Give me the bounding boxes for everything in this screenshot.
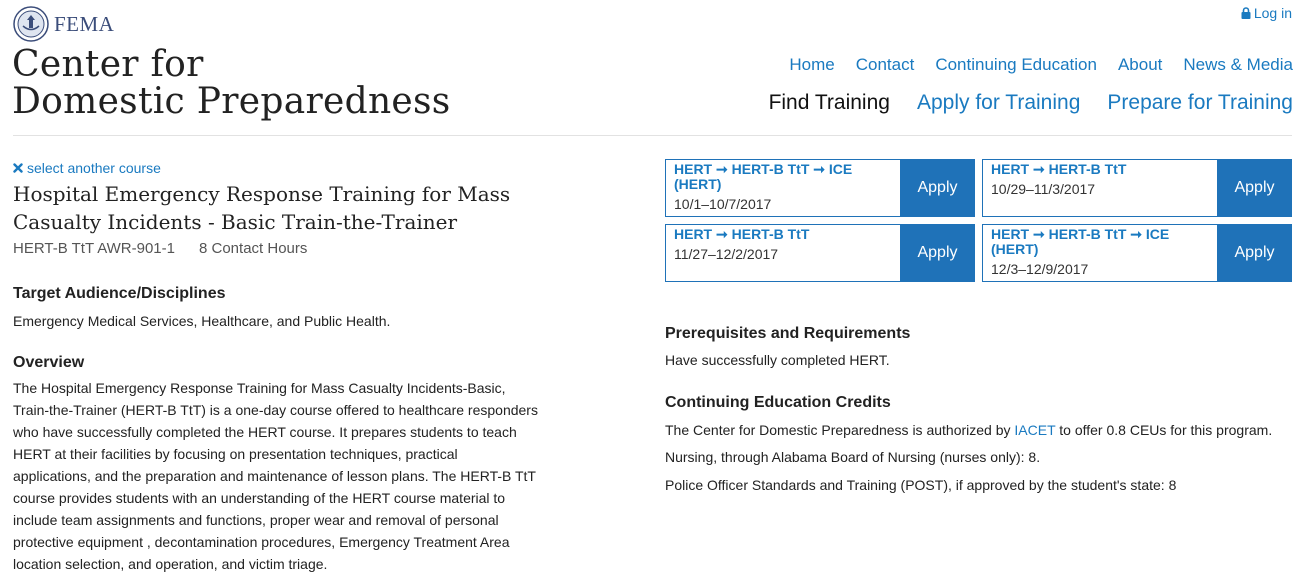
- session-list: [665, 159, 1293, 282]
- login-label: Log in: [1253, 5, 1292, 21]
- apply-button[interactable]: Apply: [1217, 159, 1292, 217]
- session-dates: 12/3–12/9/2017: [991, 261, 1089, 277]
- site-title-line1: Center for: [12, 44, 204, 85]
- iacet-link[interactable]: IACET: [1014, 422, 1056, 438]
- dhs-seal-icon: [13, 6, 49, 42]
- site-title[interactable]: [12, 46, 451, 120]
- session-path[interactable]: HERT ➞ HERT-B TtT ➞ ICE (HERT): [674, 161, 853, 192]
- session-path[interactable]: HERT ➞ HERT-B TtT: [991, 161, 1127, 177]
- session-info: [982, 224, 1217, 282]
- session-path[interactable]: HERT ➞ HERT-B TtT: [674, 226, 810, 242]
- session-card: [982, 224, 1292, 282]
- ce-credits-line-2: Nursing, through Alabama Board of Nursing (nurses only): 8.: [665, 449, 1041, 465]
- session-info: [665, 224, 900, 282]
- course-title: Hospital Emergency Response Training for Mass Casualty Incidents - Basic Train-the-Trainer: [13, 182, 511, 234]
- back-link-label: select another course: [27, 160, 161, 176]
- ce-credits-line-3: Police Officer Standards and Training (POST), if approved by the student's state: 8: [665, 477, 1177, 493]
- nav-find-training[interactable]: Find Training: [768, 91, 890, 114]
- site-title-line2: Domestic Preparedness: [12, 81, 451, 122]
- prerequisites-heading: Prerequisites and Requirements: [665, 325, 911, 342]
- close-icon: [13, 163, 23, 173]
- nav-news-media[interactable]: News & Media: [1183, 55, 1293, 74]
- nav-contact[interactable]: Contact: [855, 55, 915, 74]
- prerequisites-text: Have successfully completed HERT.: [665, 352, 890, 368]
- fema-logo[interactable]: [13, 6, 114, 42]
- session-card: [665, 224, 975, 282]
- nav-about[interactable]: About: [1117, 55, 1163, 74]
- logo-text: FEMA: [54, 11, 115, 36]
- lock-icon: [1241, 7, 1251, 19]
- nav-apply-for-training[interactable]: Apply for Training: [916, 91, 1081, 114]
- course-code: HERT-B TtT AWR-901-1: [13, 240, 175, 257]
- apply-button[interactable]: Apply: [900, 224, 975, 282]
- audience-text: Emergency Medical Services, Healthcare, and Public Health.: [13, 313, 391, 329]
- nav-prepare-for-training[interactable]: Prepare for Training: [1107, 91, 1293, 114]
- session-dates: 11/27–12/2/2017: [674, 246, 779, 262]
- nav-continuing-education[interactable]: Continuing Education: [935, 55, 1097, 74]
- apply-button[interactable]: Apply: [1217, 224, 1292, 282]
- select-another-course-link[interactable]: [13, 160, 538, 176]
- header-divider: [13, 135, 1292, 136]
- session-dates: 10/1–10/7/2017: [674, 196, 772, 212]
- course-meta: [13, 240, 538, 257]
- session-path[interactable]: HERT ➞ HERT-B TtT ➞ ICE (HERT): [991, 226, 1170, 257]
- course-requirements: [665, 325, 1293, 496]
- nav-home[interactable]: Home: [789, 55, 835, 74]
- course-details: [13, 160, 538, 575]
- overview-heading: Overview: [13, 354, 85, 371]
- overview-text: The Hospital Emergency Response Training for Mass Casualty Incidents-Basic, Train-the-Trainer (HERT-B TtT) is a one-day course offered to healthcare responders who have successfully completed the HERT course. It prepares students to teach HERT at their facilities by focusing on presentation techniques, practical applications, and the preparation and maintenance of lesson plans. The HERT-B TtT course provides students with an understanding of the HERT course material to include team assignments and functions, proper wear and removal of personal protective equipment , decontamination procedures, Emergency Treatment Area location selection, and operation, and victim triage.: [13, 380, 538, 572]
- ce-credits-line-1-end: to offer 0.8 CEUs for this program.: [1055, 422, 1273, 438]
- ce-credits-line-1: [665, 419, 1293, 441]
- session-dates: 10/29–11/3/2017: [991, 181, 1096, 197]
- ce-credits-line-1-start: The Center for Domestic Preparedness is authorized by: [665, 422, 1015, 438]
- main-nav: [769, 91, 1293, 115]
- session-card: [982, 159, 1292, 217]
- course-hours: 8 Contact Hours: [199, 240, 308, 257]
- apply-button[interactable]: Apply: [900, 159, 975, 217]
- session-info: [665, 159, 900, 217]
- ce-credits-heading: Continuing Education Credits: [665, 394, 891, 411]
- session-card: [665, 159, 975, 217]
- session-info: [982, 159, 1217, 217]
- top-nav: [789, 55, 1293, 75]
- login-link[interactable]: [1241, 5, 1292, 21]
- audience-heading: Target Audience/Disciplines: [13, 285, 226, 302]
